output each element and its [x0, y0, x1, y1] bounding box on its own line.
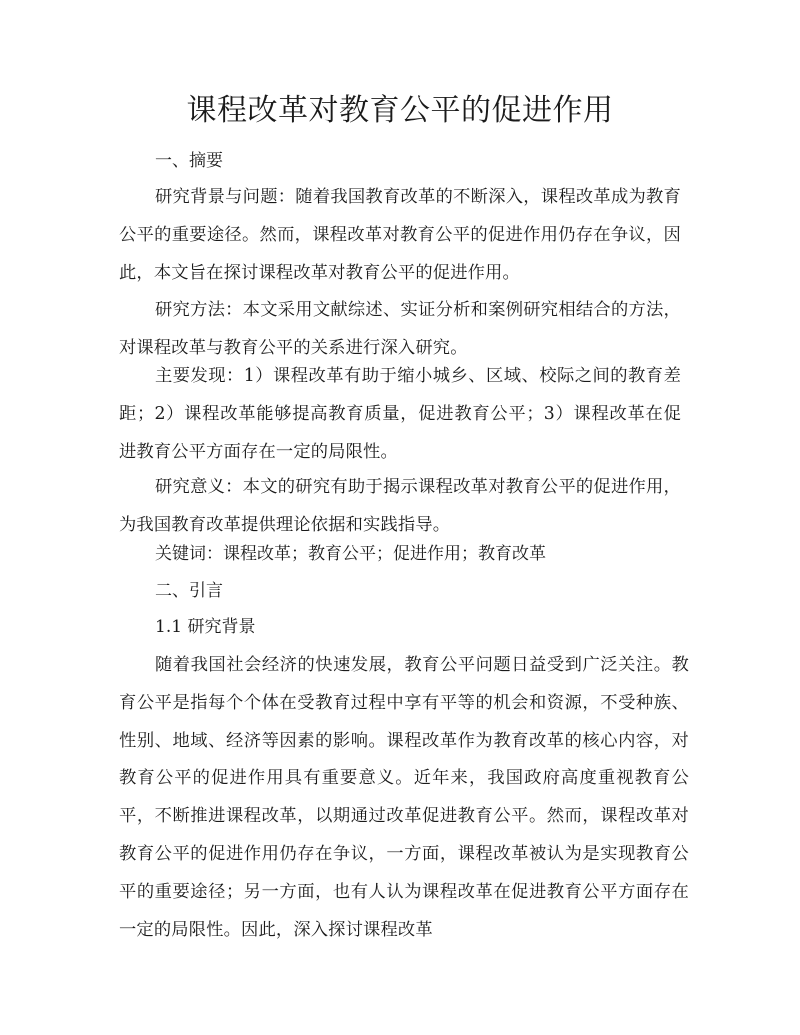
section-heading-abstract: 一、摘要: [155, 151, 223, 171]
abstract-method-paragraph: 研究方法：本文采用文献综述、实证分析和案例研究相结合的方法，对课程改革与教育公平的关系进行深入研究。: [119, 300, 681, 358]
subsection-heading-background: 1.1 研究背景: [155, 617, 256, 637]
abstract-significance-paragraph: 研究意义：本文的研究有助于揭示课程改革对教育公平的促进作用，为我国教育改革提供理论依据和实践指导。: [119, 477, 681, 535]
abstract-background-paragraph: 研究背景与问题：随着我国教育改革的不断深入，课程改革成为教育公平的重要途径。然而，课程改革对教育公平的促进作用仍存在争议，因此，本文旨在探讨课程改革对教育公平的促进作用。: [119, 187, 681, 283]
keywords-line: 关键词：课程改革；教育公平；促进作用；教育改革: [155, 544, 546, 564]
section-heading-introduction: 二、引言: [155, 581, 223, 601]
document-title: 课程改革对教育公平的促进作用: [186, 93, 614, 128]
introduction-body-paragraph: 随着我国社会经济的快速发展，教育公平问题日益受到广泛关注。教育公平是指每个个体在受教育过程中享有平等的机会和资源，不受种族、性别、地域、经济等因素的影响。课程改革作为教育改革的核心内容，对教育公平的促进作用具有重要意义。近年来，我国政府高度重视教育公平，不断推进课程改革，以期通过改革促进教育公平。然而，课程改革对教育公平的促进作用仍存在争议，一方面，课程改革被认为是实现教育公平的重要途径；另一方面，也有人认为课程改革在促进教育公平方面存在一定的局限性。因此，深入探讨课程改革: [119, 655, 689, 940]
abstract-findings-paragraph: 主要发现：1）课程改革有助于缩小城乡、区域、校际之间的教育差距；2）课程改革能够提高教育质量，促进教育公平；3）课程改革在促进教育公平方面存在一定的局限性。: [119, 366, 681, 462]
